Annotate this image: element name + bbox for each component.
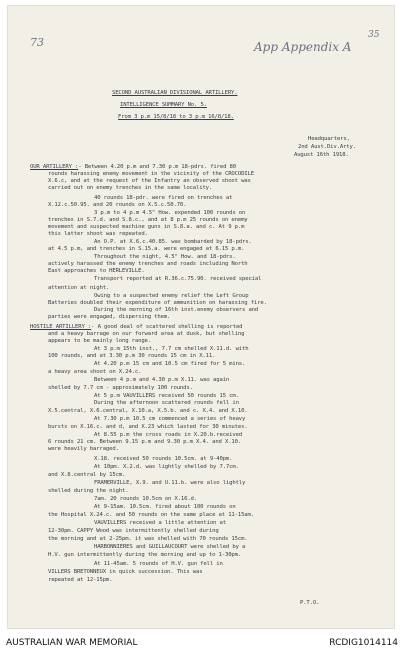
body-text-line: VILLERS BRETONNEUX in quick succession. This was (48, 569, 203, 575)
body-text-line: repeated at 12-15pm. (48, 577, 113, 583)
body-text-line: parties were engaged, dispersing them. (48, 314, 171, 320)
body-text-line: 7am. 20 rounds 10.5cm on X.16.d. (94, 496, 197, 502)
body-text-line: At 3 p.m 15th inst., 7.7 cm shelled X.11.d. with (94, 346, 249, 352)
body-text-line: X.18. received 50 rounds 10.5cm. at 9-40pm. (94, 456, 233, 462)
body-text-line: trenches in S.7.d. and S.8.c., and at 8 p.m 25 rounds on enemy (48, 217, 248, 223)
body-text-line: H.V. gun intermittently during the morning and up to 1-30pm. (48, 552, 242, 558)
body-text-line: Owing to a suspected enemy relief the Left Group (94, 293, 249, 299)
body-text-line: At 11-45am. 5 rounds of H.V. gun fell in (94, 561, 223, 567)
body-text-line: the Hospital X.24.c. and 50 rounds on the same place at 11-15am. (48, 512, 254, 518)
body-text-line: FRAMERVILLE, X.9. and U.11.b. were also lightly (94, 480, 246, 486)
archive-footer (0, 630, 406, 654)
archive-name: AUSTRALIAN WAR MEMORIAL (6, 638, 138, 648)
body-text-line: HARBONNIERES and GUILLAUCOURT were shelled by a (94, 544, 246, 550)
body-text-line: 12-30pm. CAPPY Wood was intermittently shelled during (48, 528, 219, 534)
body-text-line: During the morning of 16th inst.enemy observers and (94, 307, 259, 313)
body-text-line: 100 rounds, and at 3.30 p.m 30 rounds 15 cm in X.11. (48, 353, 216, 359)
body-text-line: this latter shoot was repeated. (48, 231, 148, 237)
page-number-annotation: 35 (368, 30, 380, 40)
body-text-line: appears to be mainly long range. (48, 338, 151, 344)
body-text-line: 3 p.m to 4 p.m 4.5" How. expended 100 rounds on (94, 210, 246, 216)
body-text-line: VAUVILLERS received a little attention at (94, 520, 226, 526)
body-text-line: Between 4 p.m and 4.30 p.m X.11. was again (94, 377, 230, 383)
body-text-line: a heavy area shoot on X.24.c. (48, 369, 142, 375)
body-text-line: OUR ARTILLERY :- Between 4.20 p.m and 7.30 p.m 18-pdrs. fired 80 (30, 164, 236, 170)
body-text-line: at 4.5 p.m, and trenches in S.15.a. were engaged at 6.15 p.m. (48, 246, 245, 252)
body-text-line: and X.8.central by 15cm. (48, 472, 126, 478)
archive-reference: RCDIG1014114 (329, 638, 398, 648)
body-text-line: shelled by 7.7 cm - approximately 100 rounds. (48, 385, 193, 391)
body-text-line: shelled during the night. (48, 488, 129, 494)
please-turn-over: P.T.O. (300, 600, 320, 606)
body-text-line: Throughout the night, 4.5" How. and 18-pdrs. (94, 254, 236, 260)
section-heading: HOSTILE ARTILLERY : (30, 324, 92, 330)
body-text-line: 40 rounds 18-pdr. were fired on trenches at (94, 195, 233, 201)
body-text-line: bursts on X.16.c. and d, and X.23 which lasted for 30 minutes. (48, 424, 248, 430)
body-text-line: X.6.c, and at the request of the Infantry an observed shoot was (48, 178, 251, 184)
body-text-line: At 8.55 p.m the cross roads in X.20.b.received (94, 432, 243, 438)
body-text-line: Transport reported at R.36.c.75.90. received special (94, 276, 262, 282)
body-text-line: At 10pm. X.2.d. was lightly shelled by 7.7cm. (94, 464, 239, 470)
body-text-line: At 4.20 p.m 15 cm and 10.5 cm fired for 5 mins. (94, 361, 246, 367)
body-text-line: attention at night. (48, 285, 110, 291)
body-text-line: 6 rounds 21 cm. Between 9.15 p.m and 9.30 p.m X.4. and X.10. (48, 439, 242, 445)
document-title: SECOND AUSTRALIAN DIVISIONAL ARTILLERY. (112, 90, 238, 96)
body-text-line: rounds harassing enemy movement in the vicinity of the CROCODILE (48, 171, 254, 177)
folio-number: 73 (30, 36, 44, 49)
document-subtitle: INTELLIGENCE SUMMARY No. 5. (120, 102, 207, 108)
section-heading: OUR ARTILLERY : (30, 164, 79, 170)
body-text-line: HOSTILE ARTILLERY :- A good deal of scattered shelling is reported (30, 324, 243, 330)
body-text-line: Batteries doubled their expenditure of ammunition on harassing fire. (48, 300, 267, 306)
address-line: August 16th 1918. (294, 152, 349, 158)
body-text-line: X.12.c.50.95. and 20 rounds on X.5.c.50.70. (48, 202, 187, 208)
body-text-line: An O.P. at X.6.c.40.85. was bombarded by 18-pdrs. (94, 239, 252, 245)
body-text-line: actively harassed the enemy trenches and roads including North (48, 261, 248, 267)
address-line: Headquarters, (308, 136, 350, 142)
body-text-line: the morning and at 2-25pm. it was shelled with 70 rounds 15cm. (48, 536, 248, 542)
report-period: From 3 p.m 15/8/18 to 3 p.m 16/8/18. (118, 114, 234, 120)
body-text-line: movement and suspected machine guns in S.8.a. and c. At 9 p.m (48, 224, 245, 230)
body-text-line: X.5.central, X.6.central, X.10.a, X.5.b. and c. X.4. and X.10. (48, 408, 248, 414)
body-text-line: At 7.30 p.m 10.5 cm commenced a series of heavy (94, 416, 246, 422)
body-text-line: At 9-15am. 10.5cm. fired about 100 rounds on (94, 504, 236, 510)
body-text-line: carried out on enemy trenches in the same locality. (48, 185, 213, 191)
body-text-line: At 5 p.m VAUVILLERS received 50 rounds 15 cm. (94, 393, 239, 399)
body-text-line: East approaches to HERLEVILLE. (48, 268, 145, 274)
body-text-line: were heavily barraged. (48, 446, 119, 452)
address-line: 2nd Aust.Div.Arty. (298, 144, 356, 150)
appendix-annotation: App Appendix A (254, 40, 352, 54)
document-page (8, 6, 394, 628)
body-text-line: and a heavy barrage on our forward area at dusk, but shelling (48, 331, 245, 337)
body-text-line: During the afternoon scattered rounds fell in (94, 400, 239, 406)
